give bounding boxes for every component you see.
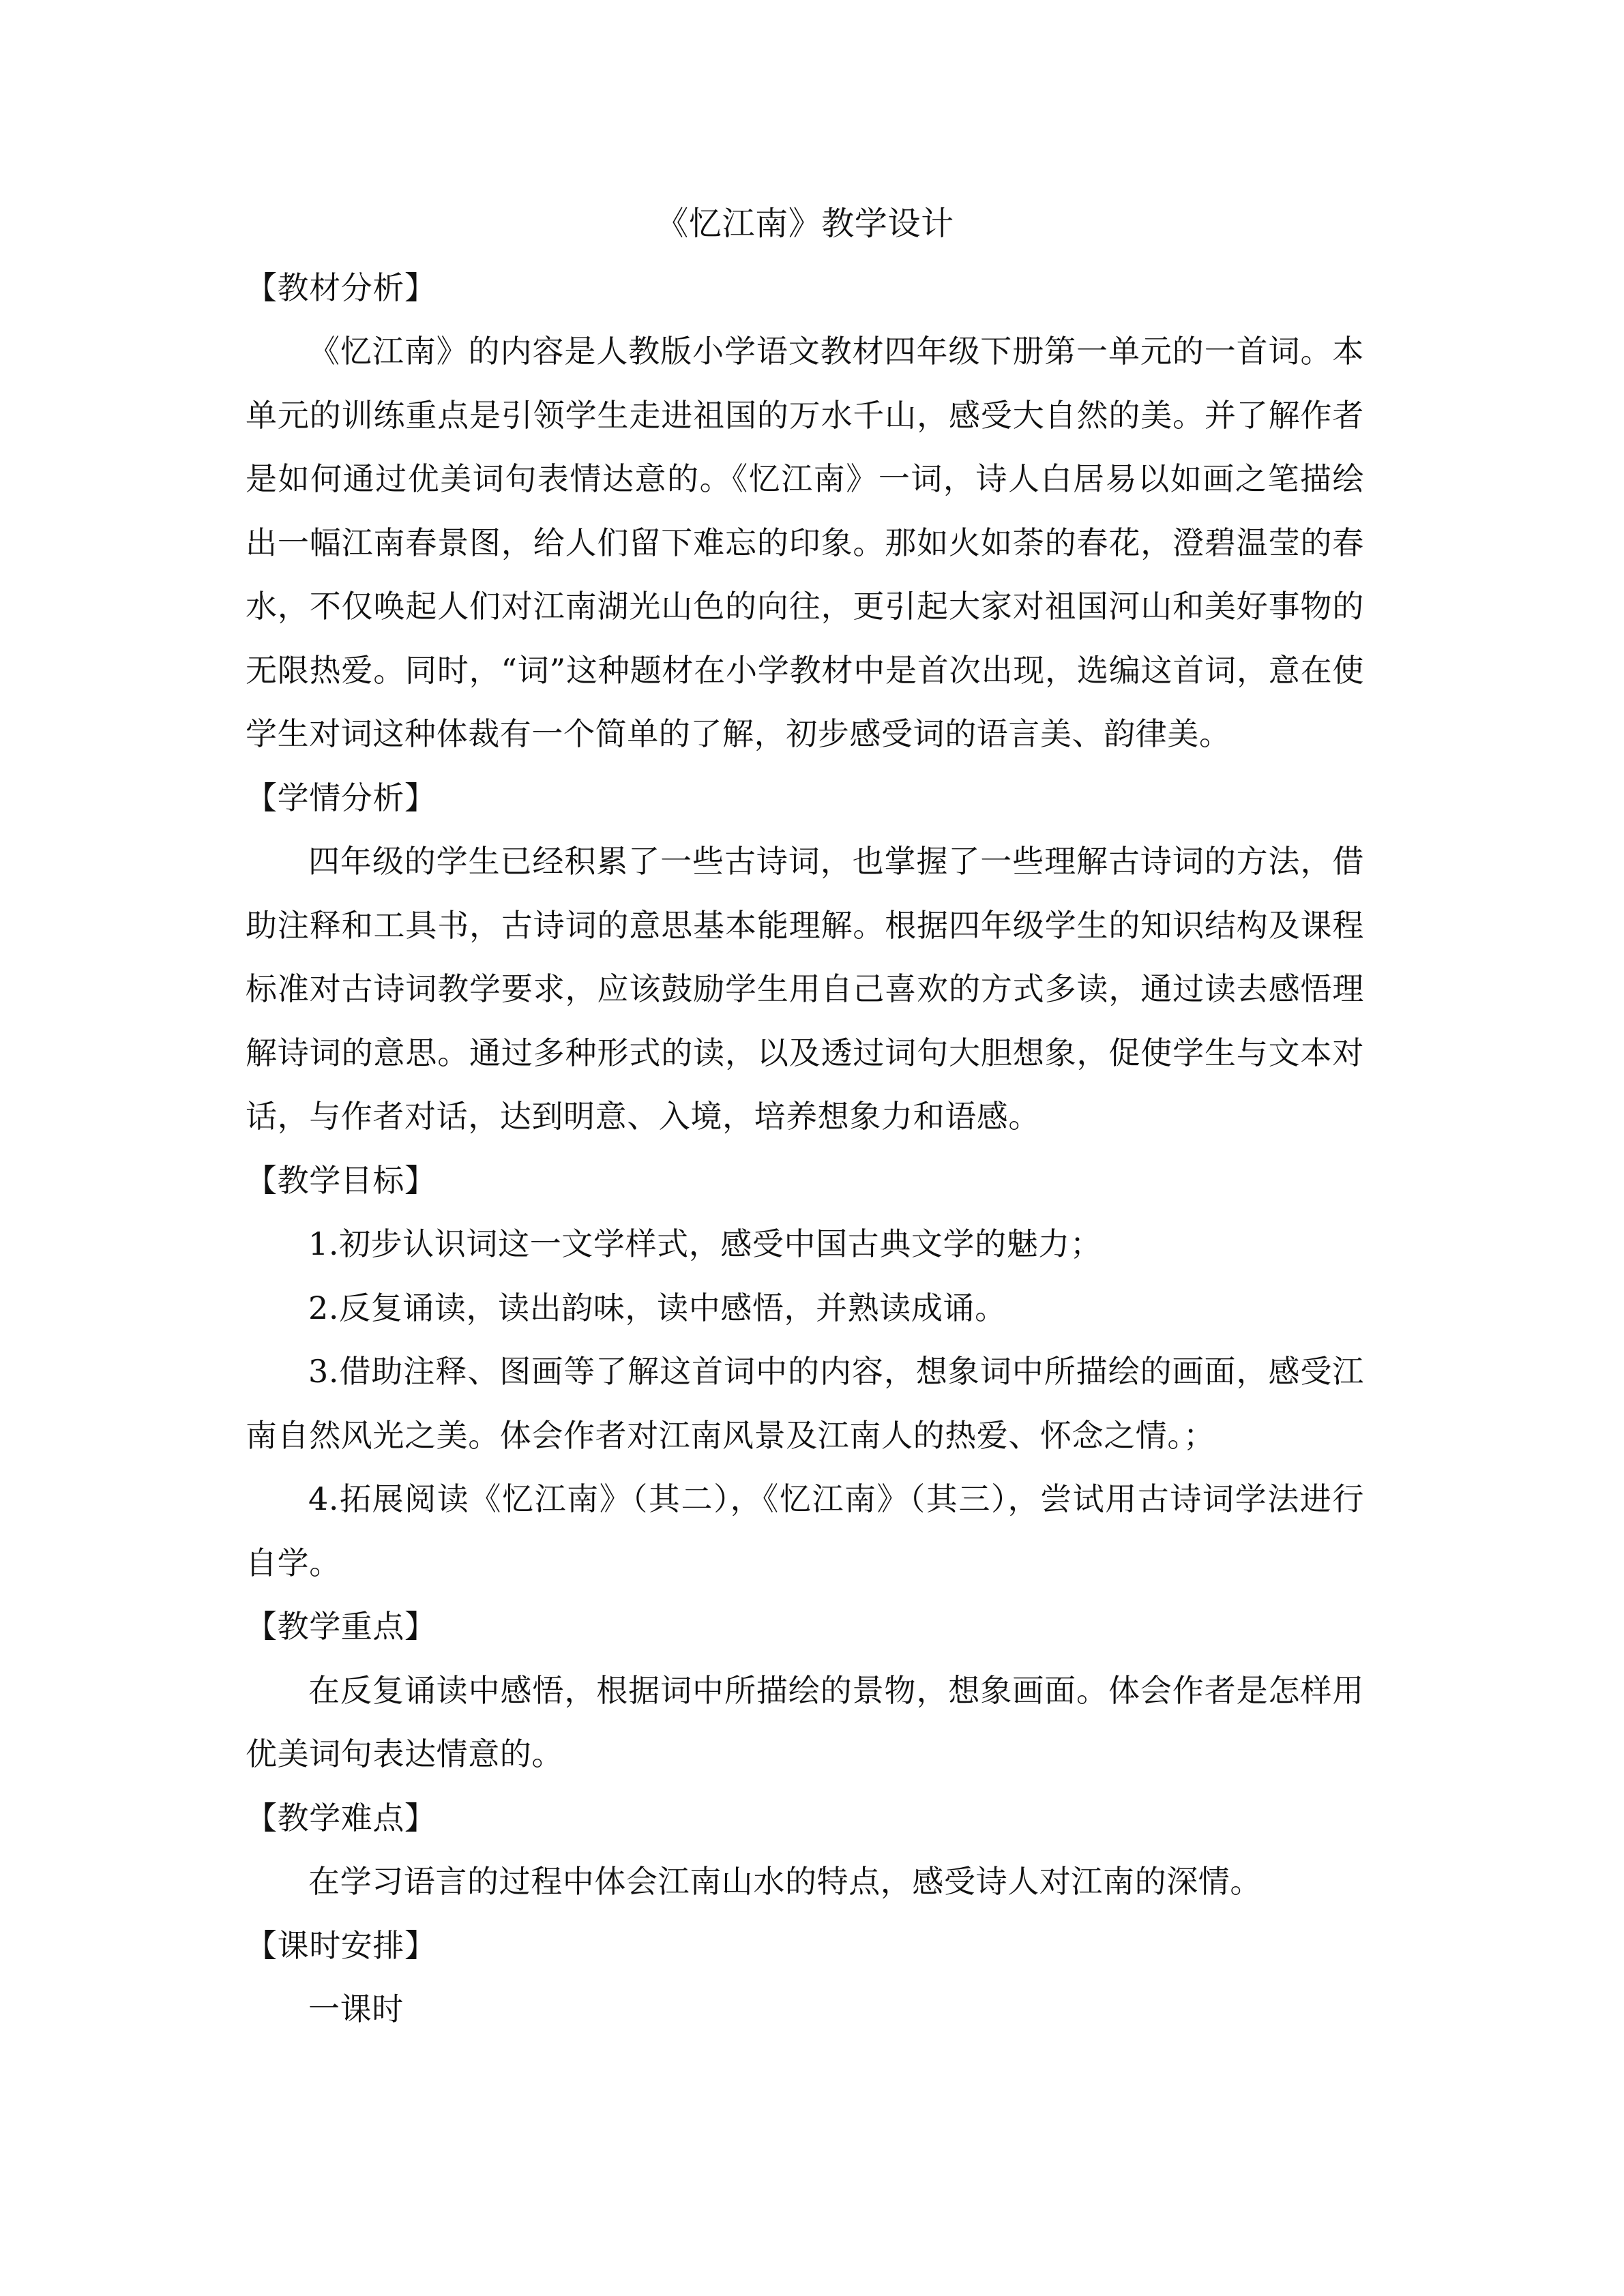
document-title: 《忆江南》教学设计	[655, 205, 954, 243]
goal-item-3: 3.借助注释、图画等了解这首词中的内容，想象词中所描绘的画面，感受江南自然风光之美。体会作者对江南风景及江南人的热爱、怀念之情。；	[246, 1353, 1364, 1454]
section-heading: 【教材分析】	[246, 269, 437, 306]
section-student-analysis	[246, 766, 1364, 1149]
section-heading: 【教学重点】	[246, 1608, 437, 1645]
document-body	[246, 192, 1364, 2042]
section-heading: 【教学目标】	[246, 1161, 437, 1199]
goal-item-4: 4.拓展阅读《忆江南》（其二），《忆江南》（其三），尝试用古诗词学法进行自学。	[246, 1480, 1364, 1581]
section-textbook-analysis	[246, 256, 1364, 766]
goal-item-1: 1.初步认识词这一文学样式，感受中国古典文学的魅力；	[308, 1225, 1102, 1262]
section-paragraph: 四年级的学生已经积累了一些古诗词，也掌握了一些理解古诗词的方法，借助注释和工具书，古诗词的意思基本能理解。根据四年级学生的知识结构及课程标准对古诗词教学要求，应该鼓励学生用自己喜欢的方式多读，通过读去感悟理解诗词的意思。通过多种形式的读，以及透过词句大胆想象，促使学生与文本对话，与作者对话，达到明意、入境，培养想象力和语感。	[246, 843, 1364, 1135]
section-heading: 【教学难点】	[246, 1799, 437, 1836]
section-teaching-goals	[246, 1149, 1364, 1596]
section-key-points	[246, 1595, 1364, 1787]
section-heading: 【课时安排】	[246, 1926, 437, 1964]
section-schedule	[246, 1914, 1364, 2042]
section-heading: 【学情分析】	[246, 779, 437, 816]
section-difficulties	[246, 1787, 1364, 1914]
section-paragraph: 《忆江南》的内容是人教版小学语文教材四年级下册第一单元的一首词。本单元的训练重点是引领学生走进祖国的万水千山，感受大自然的美。并了解作者是如何通过优美词句表情达意的。《忆江南》一词，诗人白居易以如画之笔描绘出一幅江南春景图，给人们留下难忘的印象。那如火如荼的春花，澄碧温莹的春水，不仅唤起人们对江南湖光山色的向往，更引起大家对祖国河山和美好事物的无限热爱。同时，“词”这种题材在小学教材中是首次出现，选编这首词，意在使学生对词这种体裁有一个简单的了解，初步感受词的语言美、韵律美。	[246, 333, 1364, 752]
goal-item-2: 2.反复诵读，读出韵味，读中感悟，并熟读成诵。	[308, 1289, 1007, 1326]
section-paragraph: 一课时	[308, 1991, 404, 2027]
section-paragraph: 在学习语言的过程中体会江南山水的特点，感受诗人对江南的深情。	[308, 1863, 1262, 1900]
section-paragraph: 在反复诵读中感悟，根据词中所描绘的景物，想象画面。体会作者是怎样用优美词句表达情意的。	[246, 1671, 1364, 1772]
